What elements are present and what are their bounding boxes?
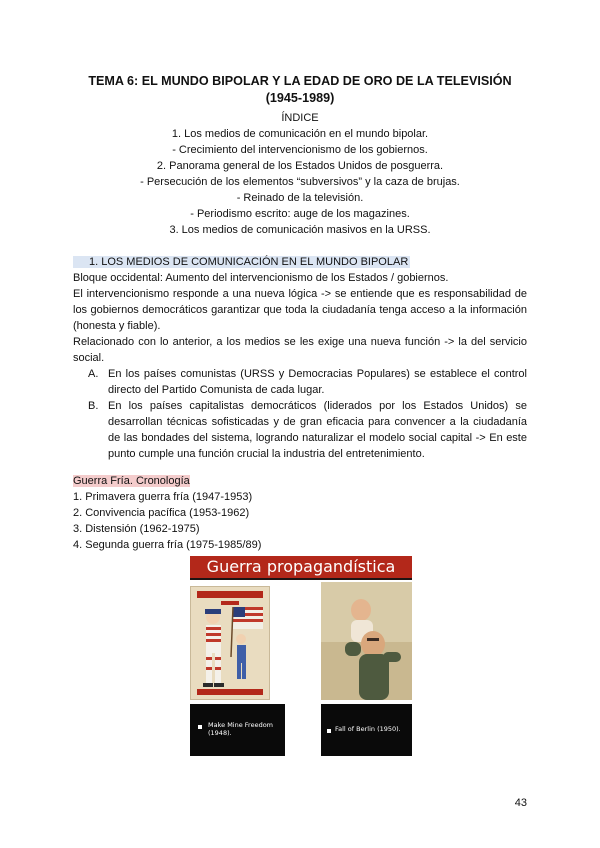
index-item: - Persecución de los elementos “subversivos” y la caza de brujas. <box>140 176 460 188</box>
slide-header <box>190 556 412 580</box>
cronologia-item: 1. Primavera guerra fría (1947-1953) <box>73 491 253 503</box>
cronologia-heading <box>73 473 190 489</box>
index-heading: ÍNDICE <box>281 112 319 124</box>
section-heading-text: 1. LOS MEDIOS DE COMUNICACIÓN EN EL MUNDO BIPOLAR <box>73 256 410 268</box>
list-text: En los países comunistas (URSS y Democracias Populares) se establece el control directo del Partido Comunista de cada lugar. <box>108 368 527 396</box>
poster-illustration-icon <box>321 582 412 700</box>
caption-fall-of-berlin <box>321 704 412 756</box>
cronologia-item: 4. Segunda guerra fría (1975-1985/89) <box>73 539 262 551</box>
title-line-2: (1945-1989) <box>265 91 335 105</box>
fall-of-berlin-poster <box>321 582 412 700</box>
paragraph-intervencionismo: El intervencionismo responde a una nueva lógica -> se entiende que es responsabilidad de los gobiernos democráticos garantizar que toda la ciudadanía tenga acceso a la información (honesta y fiable). <box>73 288 527 332</box>
cronologia-item: 3. Distensión (1962-1975) <box>73 523 200 535</box>
caption-text: Make Mine Freedom (1948). <box>208 721 274 737</box>
index-item: 2. Panorama general de los Estados Unidos de posguerra. <box>156 160 444 172</box>
cronologia-item: 2. Convivencia pacífica (1953-1962) <box>73 507 250 519</box>
document-title <box>60 73 540 107</box>
caption-text: Fall of Berlin (1950). <box>335 725 401 733</box>
poster-illustration-icon <box>191 587 269 699</box>
index-item: - Reinado de la televisión. <box>236 192 364 204</box>
index-item: 3. Los medios de comunicación masivos en la URSS. <box>169 224 431 236</box>
bullet-icon <box>327 729 331 733</box>
paragraph-bloque: Bloque occidental: Aumento del intervencionismo de los Estados / gobiernos. <box>73 272 449 284</box>
list-text: En los países capitalistas democráticos (liderados por los Estados Unidos) se desarrollan técnicas sofisticadas y de gran eficacia para convencer a la ciudadanía de las bondades del sistema, logrando naturalizar el modelo social capital -> En este punto cumple una función crucial la industria del entretenimiento. <box>108 400 527 460</box>
list-item <box>73 366 527 398</box>
title-line-1: TEMA 6: EL MUNDO BIPOLAR Y LA EDAD DE ORO DE LA TELEVISIÓN <box>88 74 512 88</box>
index-item: 1. Los medios de comunicación en el mundo bipolar. <box>171 128 429 140</box>
list-marker: A. <box>88 368 99 380</box>
list-item <box>73 398 527 462</box>
index-item: - Crecimiento del intervencionismo de los gobiernos. <box>172 144 428 156</box>
make-mine-freedom-poster <box>190 586 270 700</box>
page-number: 43 <box>514 797 527 809</box>
caption-make-mine-freedom <box>190 704 285 756</box>
paragraph-relacionado: Relacionado con lo anterior, a los medios se les exige una nueva función -> la del servicio social. <box>73 336 527 364</box>
cronologia-heading-text: Guerra Fría. Cronología <box>73 475 190 487</box>
propaganda-slide <box>190 556 412 758</box>
section-heading <box>73 254 527 270</box>
index-item: - Periodismo escrito: auge de los magazines. <box>190 208 410 220</box>
list-marker: B. <box>88 400 99 412</box>
slide-title: Guerra propagandística <box>206 557 396 576</box>
bullet-icon <box>198 725 202 729</box>
